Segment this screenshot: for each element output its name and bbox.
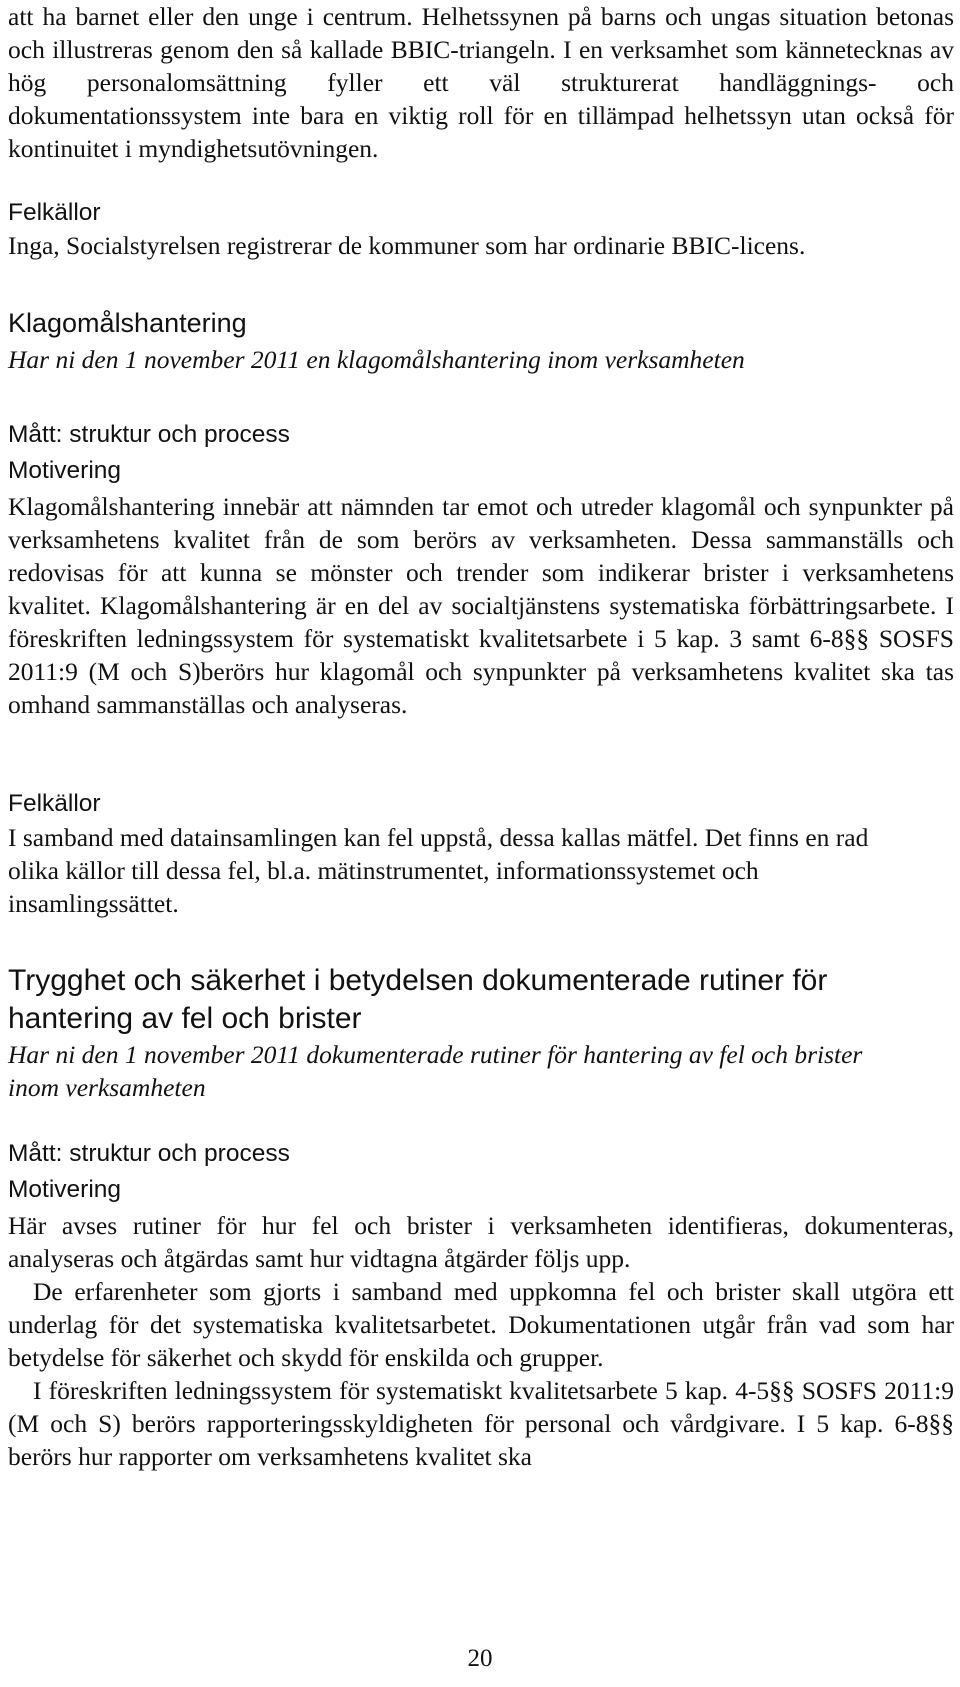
complaints-heading: Klagomålshantering <box>8 308 247 338</box>
complaints-errors-text: I samband med datainsamlingen kan fel uppstå, dessa kallas mätfel. Det finns en rad olika källor till dessa fel, bl.a. mätinstrumentet, informationssystemet och insamlingssättet. <box>8 823 869 918</box>
complaints-question: Har ni den 1 november 2011 en klagomålshantering inom verksamheten <box>8 345 745 374</box>
page-number: 20 <box>467 1645 493 1672</box>
safety-section <box>8 962 954 1104</box>
intro-paragraph <box>8 0 954 165</box>
errors-text: Inga, Socialstyrelsen registrerar de kommuner som har ordinarie BBIC-licens. <box>8 231 806 260</box>
complaints-motivation: Klagomålshantering innebär att nämnden tar emot och utreder klagomål och synpunkter på verksamhetens kvalitet från de som berörs av verksamheten. Dessa sammanställs och redovisas för att kunna se mönster och trender som indikerar brister i verksamhetens kvalitet. Klagomålshantering är en del av socialtjänstens systematiska förbättringsarbete. I föreskriften ledningssystem för systematiskt kvalitetsarbete i 5 kap. 3 samt 6-8§§ SOSFS 2011:9 (M och S)berörs hur klagomål och synpunkter på verksamhetens kvalitet ska tas omhand sammanställas och analyseras. <box>8 492 954 719</box>
safety-question: Har ni den 1 november 2011 dokumenterade rutiner för hantering av fel och brister inom verksamheten <box>8 1040 863 1102</box>
complaints-section <box>8 306 954 376</box>
errors-label: Felkällor <box>8 199 101 226</box>
safety-para-3: I föreskriften ledningssystem för systematiskt kvalitetsarbete 5 kap. 4-5§§ SOSFS 2011:9 (M och S) berörs rapporteringsskyldigheten för personal och vårdgivare. I 5 kap. 6-8§§ berörs hur rapporter om verksamhetens kvalitet ska <box>8 1376 954 1471</box>
safety-body <box>8 1137 954 1473</box>
safety-measure: Mått: struktur och process <box>8 1140 290 1167</box>
errors-section-1 <box>8 196 954 262</box>
safety-motivation-label: Motivering <box>8 1176 122 1203</box>
complaints-body <box>8 418 954 721</box>
safety-para-1: Här avses rutiner för hur fel och brister i verksamheten identifieras, dokumenteras, analyseras och åtgärdas samt hur vidtagna åtgärder följs upp. <box>8 1211 954 1273</box>
safety-para-2: De erfarenheter som gjorts i samband med uppkomna fel och brister skall utgöra ett underlag för det systematiska kvalitetsarbetet. Dokumentationen utgår från vad som har betydelse för säkerhet och skydd för enskilda och grupper. <box>8 1277 954 1372</box>
complaints-measure: Mått: struktur och process <box>8 421 290 448</box>
complaints-motivation-label: Motivering <box>8 457 122 484</box>
complaints-errors <box>8 787 954 920</box>
intro-text: att ha barnet eller den unge i centrum. Helhetssynen på barns och ungas situation betonas och illustreras genom den så kallade BBIC-triangeln. I en verksamhet som kännetecknas av hög personalomsättning fyller ett väl strukturerat handläggnings- och dokumentationssystem inte bara en viktig roll för en tillämpad helhetssyn utan också för kontinuitet i myndighetsutövningen. <box>8 2 954 163</box>
complaints-errors-label: Felkällor <box>8 790 101 817</box>
safety-heading: Trygghet och säkerhet i betydelsen dokumenterade rutiner för hantering av fel och brister <box>8 964 828 1035</box>
